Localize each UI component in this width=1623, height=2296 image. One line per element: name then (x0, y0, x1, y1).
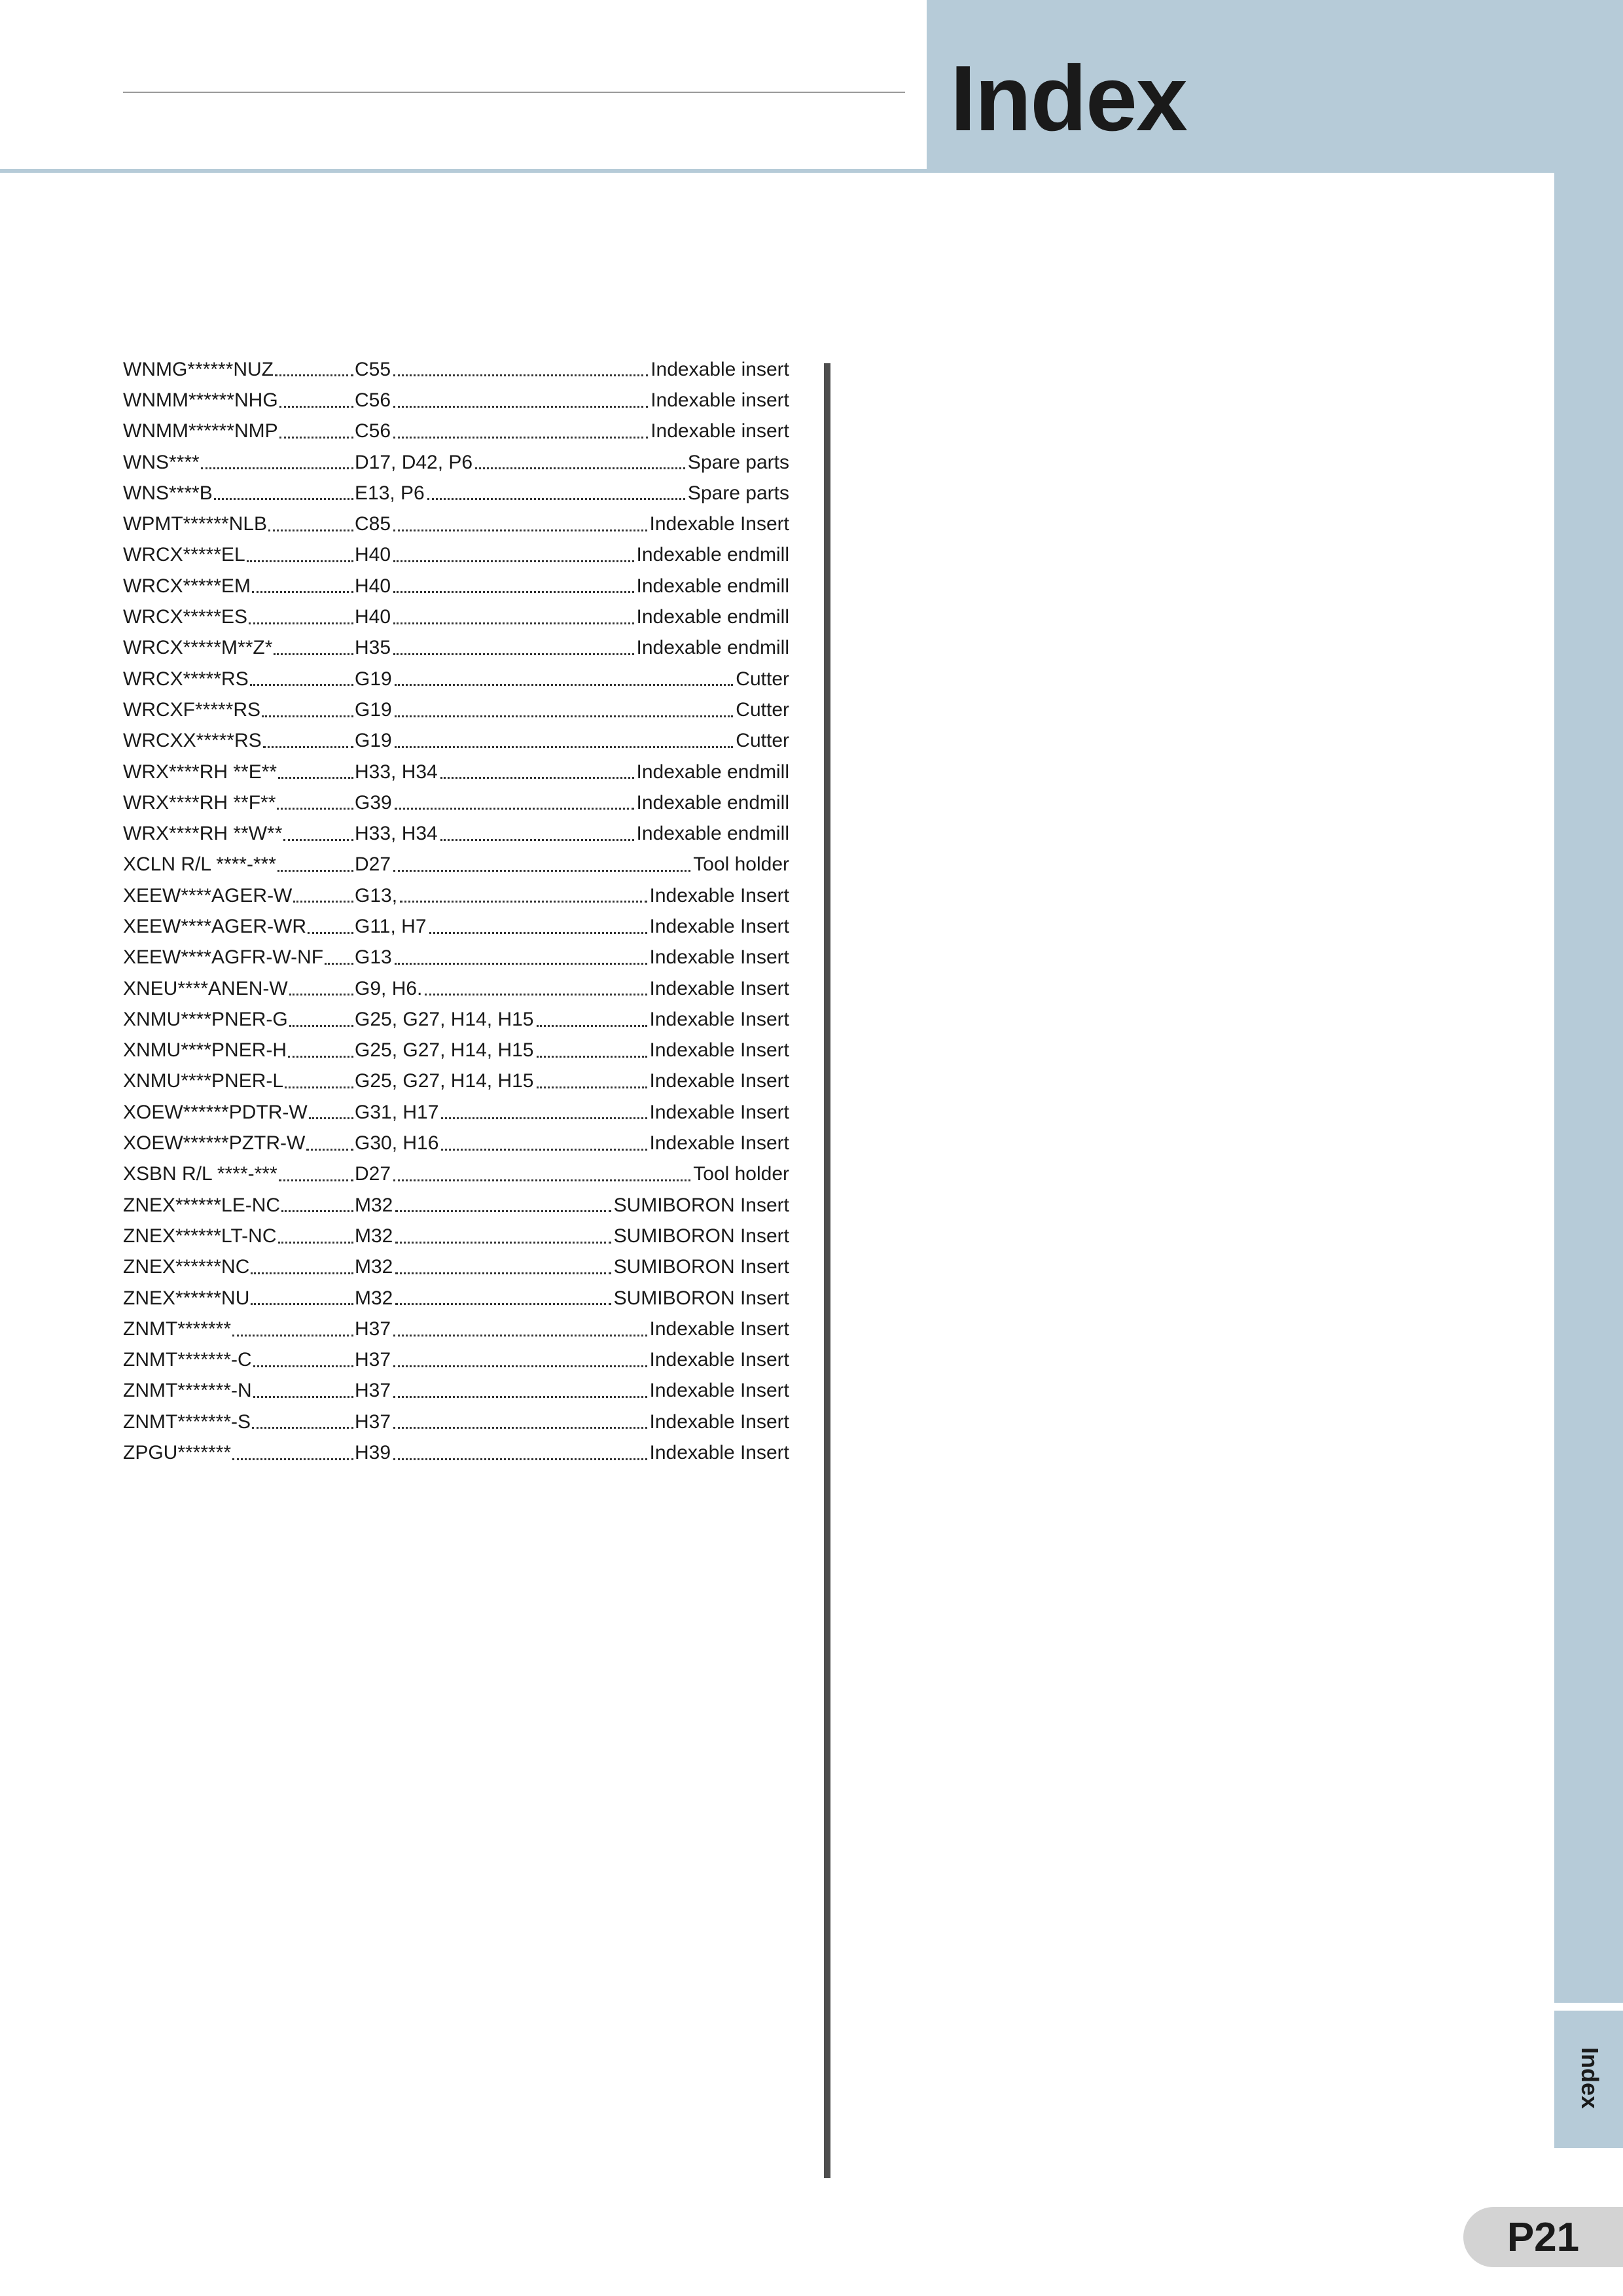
entry-code-cell (123, 571, 355, 601)
entry-pages[interactable]: G25, G27, H14, H15 (355, 1070, 534, 1092)
dot-leader (279, 406, 353, 408)
right-edge-band (1554, 0, 1623, 2003)
entry-code-cell (123, 1066, 355, 1097)
dot-leader (247, 560, 353, 562)
dot-leader (252, 591, 353, 593)
dot-leader (537, 1086, 647, 1088)
entry-code: XOEW******PDTR-W (123, 1101, 308, 1123)
entry-code-cell (123, 1283, 355, 1314)
entry-type: Indexable endmill (636, 823, 789, 845)
entry-code-cell (123, 757, 355, 787)
dot-leader (232, 1335, 353, 1336)
entry-code-cell (123, 1345, 355, 1376)
page-title: Index (950, 46, 1186, 151)
entry-pages[interactable]: H37 (355, 1410, 391, 1433)
entry-code-cell (123, 726, 355, 757)
entry-pages[interactable]: M32 (355, 1194, 393, 1216)
dot-leader (268, 529, 353, 531)
entry-pages[interactable]: H37 (355, 1380, 391, 1402)
index-entry (123, 416, 789, 447)
index-entry (123, 973, 789, 1004)
entry-code-cell (123, 973, 355, 1004)
entry-code: XEEW****AGFR-W-NF (123, 946, 324, 969)
index-entry (123, 1035, 789, 1066)
entry-code: XEEW****AGER-WR (123, 915, 307, 937)
dot-leader (393, 1458, 647, 1460)
entry-code: WNMM******NHG (123, 389, 278, 411)
entry-code-cell (123, 818, 355, 849)
entry-type: Indexable Insert (649, 977, 789, 999)
entry-type: Spare parts (687, 482, 789, 504)
entry-code: WRCXX*****RS (123, 730, 262, 752)
entry-type: Indexable Insert (649, 946, 789, 969)
entry-pages[interactable]: D27 (355, 853, 391, 876)
entry-pages[interactable]: C55 (355, 358, 391, 380)
dot-leader (293, 901, 353, 903)
dot-leader (393, 653, 633, 655)
dot-leader (279, 1179, 353, 1181)
entry-code-cell (123, 942, 355, 973)
dot-leader (279, 437, 353, 439)
column-divider (824, 363, 830, 2178)
index-entry (123, 1283, 789, 1314)
entry-code: XOEW******PZTR-W (123, 1132, 306, 1155)
entry-pages[interactable]: C56 (355, 420, 391, 442)
entry-type: Indexable Insert (649, 1380, 789, 1402)
dot-leader (395, 808, 634, 810)
dot-leader (201, 467, 353, 469)
entry-type: Cutter (736, 668, 789, 690)
entry-code-cell (123, 416, 355, 447)
index-entry (123, 1407, 789, 1437)
entry-pages[interactable]: G13 (355, 946, 392, 969)
entry-type: Indexable Insert (649, 915, 789, 937)
entry-code-cell (123, 1407, 355, 1437)
entry-code: WRCX*****EM (123, 575, 251, 597)
entry-pages[interactable]: E13, P6 (355, 482, 425, 504)
dot-leader (395, 715, 734, 717)
entry-type: Indexable endmill (636, 606, 789, 628)
dot-leader (278, 1242, 353, 1244)
dot-leader (274, 653, 353, 655)
index-entry (123, 1159, 789, 1190)
index-entry (123, 1221, 789, 1251)
dot-leader (281, 1210, 353, 1212)
entry-pages[interactable]: H35 (355, 637, 391, 659)
index-entry (123, 726, 789, 757)
entry-code-cell (123, 447, 355, 478)
entry-type: Indexable Insert (649, 1442, 789, 1464)
index-entry (123, 354, 789, 385)
index-entry (123, 1128, 789, 1158)
entry-type: Indexable insert (651, 389, 789, 411)
dot-leader (393, 591, 633, 593)
entry-code-cell (123, 1097, 355, 1128)
index-entry (123, 571, 789, 601)
entry-type: Indexable insert (651, 358, 789, 380)
dot-leader (289, 1025, 353, 1027)
entry-pages[interactable]: H40 (355, 575, 391, 597)
index-entry (123, 911, 789, 942)
dot-leader (306, 1149, 353, 1151)
entry-code: ZNEX******LE-NC (123, 1194, 281, 1216)
dot-leader (252, 1427, 353, 1429)
dot-leader (393, 1335, 647, 1336)
entry-pages[interactable]: C85 (355, 513, 391, 535)
entry-code-cell (123, 601, 355, 632)
dot-leader (475, 467, 685, 469)
side-tab-label-wrap (1563, 2049, 1616, 2108)
index-entry (123, 1437, 789, 1468)
index-entry (123, 664, 789, 694)
dot-leader (393, 560, 633, 562)
index-entry (123, 694, 789, 725)
page-number: P21 (1463, 2207, 1623, 2267)
entry-pages[interactable]: C56 (355, 389, 391, 411)
entry-type: Indexable Insert (649, 1039, 789, 1062)
entry-pages[interactable]: M32 (355, 1225, 393, 1247)
dot-leader (262, 715, 353, 717)
dot-leader (277, 870, 353, 872)
entry-pages[interactable]: D17, D42, P6 (355, 451, 473, 473)
dot-leader (395, 746, 734, 748)
dot-leader (253, 1396, 353, 1398)
entry-code: ZNEX******NC (123, 1256, 250, 1278)
entry-code: WRCX*****M**Z* (123, 637, 273, 659)
dot-leader (393, 870, 690, 872)
entry-code-cell (123, 850, 355, 880)
entry-code-cell (123, 1035, 355, 1066)
dot-leader (427, 498, 685, 500)
dot-leader (308, 932, 353, 934)
index-entry (123, 1376, 789, 1407)
entry-code: XNEU****ANEN-W (123, 977, 288, 999)
side-tab-label: Index (1577, 2047, 1603, 2109)
entry-code-cell (123, 1128, 355, 1158)
entry-code-cell (123, 385, 355, 416)
entry-code-cell (123, 1252, 355, 1283)
entry-code-cell (123, 1004, 355, 1035)
dot-leader (278, 777, 353, 779)
entry-type: SUMIBORON Insert (613, 1194, 789, 1216)
entry-code-cell (123, 1190, 355, 1221)
entry-code: XEEW****AGER-W (123, 884, 293, 906)
entry-code: WPMT******NLB (123, 513, 268, 535)
entry-pages[interactable]: H37 (355, 1349, 391, 1371)
dot-leader (249, 622, 353, 624)
entry-code-cell (123, 540, 355, 571)
index-entry (123, 1066, 789, 1097)
dot-leader (309, 1117, 353, 1119)
entry-code: WRCX*****ES (123, 606, 248, 628)
entry-code-cell (123, 1437, 355, 1468)
entry-code: WNMG******NUZ (123, 358, 274, 380)
entry-pages[interactable]: H33, H34 (355, 823, 438, 845)
dot-leader (393, 1427, 647, 1429)
index-entry (123, 1097, 789, 1128)
entry-pages[interactable]: G25, G27, H14, H15 (355, 1039, 534, 1062)
entry-code-cell (123, 478, 355, 509)
entry-type: Indexable endmill (636, 761, 789, 783)
entry-code: WRCX*****EL (123, 544, 245, 566)
entry-pages[interactable]: M32 (355, 1256, 393, 1278)
index-entry (123, 880, 789, 911)
entry-code-cell (123, 354, 355, 385)
entry-pages[interactable]: H33, H34 (355, 761, 438, 783)
dot-leader (253, 1365, 353, 1367)
dot-leader (393, 1179, 690, 1181)
entry-type: Indexable Insert (649, 1101, 789, 1123)
entry-type: SUMIBORON Insert (613, 1256, 789, 1278)
entry-type: Indexable endmill (636, 791, 789, 814)
entry-type: Cutter (736, 698, 789, 721)
entry-type: Indexable endmill (636, 575, 789, 597)
entry-type: Indexable Insert (649, 1070, 789, 1092)
dot-leader (250, 684, 353, 686)
entry-type: Indexable insert (651, 420, 789, 442)
entry-pages[interactable]: G30, H16 (355, 1132, 439, 1155)
entry-pages[interactable]: M32 (355, 1287, 393, 1309)
entry-type: Indexable Insert (649, 1008, 789, 1030)
index-entry (123, 540, 789, 571)
index-entry (123, 447, 789, 478)
entry-pages[interactable]: G11, H7 (355, 915, 427, 937)
entry-code: WRX****RH **W** (123, 823, 283, 845)
dot-leader (289, 994, 353, 996)
entry-code-cell (123, 664, 355, 694)
entry-code: ZNMT******* (123, 1318, 232, 1340)
dot-leader (275, 374, 353, 376)
entry-code: WRX****RH **F** (123, 791, 276, 814)
dot-leader (395, 684, 734, 686)
entry-pages[interactable]: H39 (355, 1442, 391, 1464)
entry-pages[interactable]: G39 (355, 791, 392, 814)
entry-code: WRCXF*****RS (123, 698, 261, 721)
entry-type: Cutter (736, 730, 789, 752)
entry-code: ZNEX******LT-NC (123, 1225, 277, 1247)
entry-pages[interactable]: H37 (355, 1318, 391, 1340)
entry-code-cell (123, 1221, 355, 1251)
entry-code-cell (123, 1376, 355, 1407)
index-entry (123, 509, 789, 539)
index-entry (123, 601, 789, 632)
entry-code: ZNMT*******-S (123, 1410, 251, 1433)
index-entry (123, 385, 789, 416)
entry-type: Indexable Insert (649, 1349, 789, 1371)
entry-pages[interactable]: H40 (355, 544, 391, 566)
entry-code: XNMU****PNER-H (123, 1039, 287, 1062)
entry-pages[interactable]: G13, (355, 884, 398, 906)
index-entry (123, 633, 789, 664)
entry-code: XNMU****PNER-L (123, 1070, 284, 1092)
index-entry (123, 1252, 789, 1283)
dot-leader (251, 1303, 353, 1305)
dot-leader (288, 1056, 353, 1058)
dot-leader (395, 1210, 611, 1212)
entry-code-cell (123, 694, 355, 725)
entry-pages[interactable]: G31, H17 (355, 1101, 439, 1123)
dot-leader (277, 808, 353, 810)
dot-leader (283, 839, 353, 841)
entry-type: Indexable Insert (649, 513, 789, 535)
index-entry (123, 850, 789, 880)
dot-leader (285, 1086, 353, 1088)
index-entry (123, 787, 789, 818)
entry-pages[interactable]: G19 (355, 698, 392, 721)
entry-code: WNMM******NMP (123, 420, 278, 442)
dot-leader (400, 901, 647, 903)
entry-type: Indexable Insert (649, 1410, 789, 1433)
dot-leader (395, 1303, 611, 1305)
dot-leader (251, 1272, 353, 1274)
entry-pages[interactable]: H40 (355, 606, 391, 628)
dot-leader (393, 437, 648, 439)
entry-code: ZNMT*******-N (123, 1380, 252, 1402)
header-underline (0, 169, 1554, 173)
dot-leader (393, 406, 648, 408)
dot-leader (441, 1149, 647, 1151)
index-entry (123, 1004, 789, 1035)
dot-leader (441, 1117, 647, 1119)
entry-type: Indexable Insert (649, 884, 789, 906)
entry-code: WNS****B (123, 482, 213, 504)
entry-code: XSBN R/L ****-*** (123, 1163, 277, 1185)
dot-leader (440, 839, 634, 841)
dot-leader (393, 1365, 647, 1367)
entry-code-cell (123, 1314, 355, 1344)
entry-code-cell (123, 911, 355, 942)
index-entry (123, 478, 789, 509)
dot-leader (393, 529, 647, 531)
index-list (123, 354, 789, 1469)
dot-leader (429, 932, 647, 934)
entry-type: SUMIBORON Insert (613, 1225, 789, 1247)
entry-pages[interactable]: G9, H6. (355, 977, 423, 999)
dot-leader (393, 1396, 647, 1398)
entry-code: ZNMT*******-C (123, 1349, 252, 1371)
dot-leader (232, 1458, 353, 1460)
entry-type: SUMIBORON Insert (613, 1287, 789, 1309)
entry-code-cell (123, 509, 355, 539)
entry-type: Spare parts (687, 451, 789, 473)
entry-code: WRX****RH **E** (123, 761, 277, 783)
entry-code: ZPGU******* (123, 1442, 232, 1464)
index-entry (123, 1345, 789, 1376)
dot-leader (393, 622, 633, 624)
dot-leader (537, 1056, 647, 1058)
dot-leader (440, 777, 634, 779)
index-entry (123, 942, 789, 973)
entry-code: XNMU****PNER-G (123, 1008, 288, 1030)
dot-leader (425, 994, 647, 996)
dot-leader (395, 1272, 611, 1274)
entry-code: ZNEX******NU (123, 1287, 250, 1309)
entry-code: WRCX*****RS (123, 668, 249, 690)
header-rule (123, 92, 905, 93)
index-entry (123, 1314, 789, 1344)
entry-pages[interactable]: G19 (355, 730, 392, 752)
entry-pages[interactable]: D27 (355, 1163, 391, 1185)
entry-pages[interactable]: G19 (355, 668, 392, 690)
entry-code: XCLN R/L ****-*** (123, 853, 276, 876)
dot-leader (395, 1242, 611, 1244)
entry-type: Tool holder (693, 1163, 789, 1185)
dot-leader (393, 374, 648, 376)
entry-type: Indexable Insert (649, 1132, 789, 1155)
entry-pages[interactable]: G25, G27, H14, H15 (355, 1008, 534, 1030)
entry-code-cell (123, 633, 355, 664)
entry-code-cell (123, 1159, 355, 1190)
entry-type: Indexable endmill (636, 637, 789, 659)
dot-leader (325, 963, 353, 965)
entry-code-cell (123, 880, 355, 911)
entry-type: Tool holder (693, 853, 789, 876)
entry-code: WNS**** (123, 451, 200, 473)
dot-leader (214, 498, 353, 500)
dot-leader (263, 746, 353, 748)
entry-type: Indexable endmill (636, 544, 789, 566)
entry-code-cell (123, 787, 355, 818)
entry-type: Indexable Insert (649, 1318, 789, 1340)
index-entry (123, 1190, 789, 1221)
index-entry (123, 757, 789, 787)
index-entry (123, 818, 789, 849)
dot-leader (537, 1025, 647, 1027)
dot-leader (395, 963, 647, 965)
